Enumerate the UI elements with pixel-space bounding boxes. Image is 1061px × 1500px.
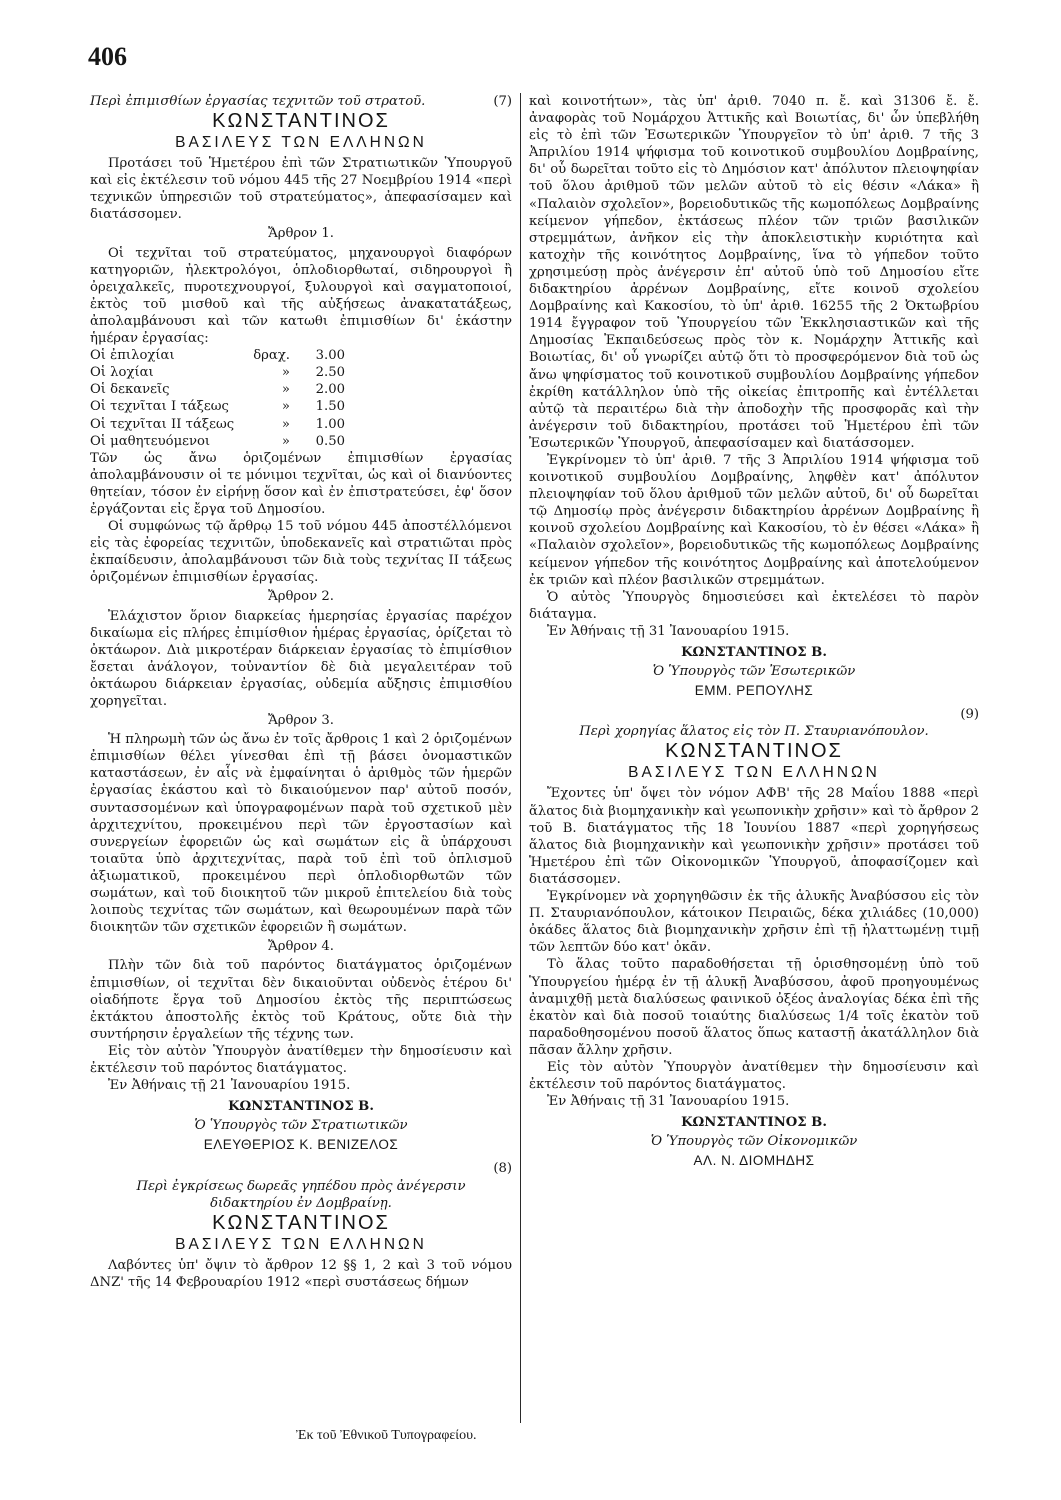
king-name-2: ΚΩΝΣΤΑΝΤΙΝΟΣ [212, 1211, 390, 1234]
wage-rank: Οἱ ἐπιλοχίαι [90, 348, 175, 364]
wage-value: 2.50 [315, 365, 345, 381]
wage-value: 3.00 [315, 348, 345, 364]
article-4-text: Πλὴν τῶν διὰ τοῦ παρόντος διατάγματος ὁριζομένων ἐπιμισθίων, οἱ τεχνῖται δὲν δικαιοῦνται οὐδενὸς ἑτέρου δι' οἱαδήποτε ἔργα τοῦ Δημοσίου ἐκτὸς τῆς περιπτώσεως ἐκτάκτου ἀποστολῆς ἐκτὸς τοῦ Κράτους, οὔτε διὰ τὴν συντήρησιν ἐργαλείων τῆς τέχνης των. [90, 958, 512, 1042]
wage-row [90, 364, 512, 381]
decree-9-king-signature: ΚΩΝΣΤΑΝΤΙΝΟΣ Β. [681, 1115, 827, 1131]
decree-8-preamble-start: Λαβόντες ὑπ' ὄψιν τὸ ἄρθρον 12 §§ 1, 2 καὶ 3 τοῦ νόμου ΔΝΖ' τῆς 14 Φεβρουαρίου 1912 «περὶ συστάσεως δήμων [90, 1257, 512, 1290]
left-column [90, 93, 512, 1291]
wage-rank: Οἱ δεκανεῖς [90, 382, 170, 398]
decree-7-number: (7) [493, 94, 512, 109]
king-name-3: ΚΩΝΣΤΑΝΤΙΝΟΣ [665, 740, 843, 763]
decree-8-execution: Ὁ αὐτὸς Ὑπουργὸς δημοσιεύσει καὶ ἐκτελέσει τὸ παρὸν διάταγμα. [529, 589, 979, 622]
decree-7-title: Περὶ ἐπιμισθίων ἐργασίας τεχνιτῶν τοῦ στρατοῦ. [90, 94, 426, 109]
wage-mark: δραχ. [253, 348, 290, 364]
decree-9-delivery: Τὸ ἅλας τοῦτο παραδοθήσεται τῇ ὁρισθησομένῃ ὑπὸ τοῦ Ὑπουργείου ἡμέρᾳ ἐν τῇ ἁλυκῇ Ἀναβύσσου, ἀφοῦ προηγουμένως ἀναμιχθῇ μετὰ διαλύσεως φαινικοῦ ὀξέος ἀναλογίας δέκα ἐπὶ τῆς ἑκατὸν καὶ διὰ ποσοῦ τοιαύτης διαλύσεως 1/4 τοῖς ἑκατὸν τοῦ παραδοθησομένου ποσοῦ ἅλατος ὅπως καταστῇ ἀκατάλληλον διὰ πᾶσαν ἄλλην χρῆσιν. [529, 957, 979, 1058]
wage-value: 1.50 [315, 399, 345, 415]
wage-mark: » [281, 433, 290, 449]
decree-7-king-signature: ΚΩΝΣΤΑΝΤΙΝΟΣ Β. [228, 1099, 374, 1115]
wage-rank: Οἱ τεχνῖται II τάξεως [90, 416, 235, 432]
decree-8-minister-name: ΕΜΜ. ΡΕΠΟΥΛΗΣ [694, 683, 814, 699]
decree-9-minister-name: ΑΛ. Ν. ΔΙΟΜΗΔΗΣ [693, 1153, 815, 1169]
wage-row [90, 381, 512, 398]
article-1-text: Οἱ τεχνῖται τοῦ στρατεύματος, μηχανουργοὶ διαφόρων κατηγοριῶν, ἠλεκτρολόγοι, ὁπλοδιορθωταί, σιδηρουργοὶ ἢ ὀρειχαλκεῖς, πυροτεχνουργοί, ξυλουργοὶ καὶ σαγματοποιοί, ἐκτὸς τοῦ μισθοῦ καὶ τῆς αὐξήσεως ἀνακατατάξεως, ἀπολαμβάνουσι καὶ τῶν κατωθι ἐπιμισθίων δι' ἑκάστην ἡμέραν ἐργασίας: [90, 245, 512, 347]
wage-value: 2.00 [315, 382, 345, 398]
king-name: ΚΩΝΣΤΑΝΤΙΝΟΣ [212, 110, 390, 133]
decree-9-minister-title: Ὁ Ὑπουργὸς τῶν Οἰκονομικῶν [650, 1134, 858, 1150]
article-3-heading: Ἄρθρον 3. [268, 713, 334, 729]
decree-9-preamble: Ἔχοντες ὑπ' ὄψει τὸν νόμον ΑΦΒ' τῆς 28 Μαΐου 1888 «περὶ ἅλατος διὰ βιομηχανικὴν καὶ γεωπονικὴν χρῆσιν» καὶ τὸ ἄρθρον 2 τοῦ Β. διατάγματος τῆς 18 Ἰουνίου 1887 «περὶ χορηγήσεως ἅλατος διὰ βιομηχανικὴν καὶ γεωπονικὴν χρῆσιν» προτάσει τοῦ Ἡμετέρου ἐπὶ τῶν Οἰκονομικῶν Ὑπουργοῦ, ἀποφασίζομεν καὶ διατάσσομεν. [529, 786, 979, 887]
decree-7-minister-name: ΕΛΕΥΘΕΡΙΟΣ Κ. ΒΕΝΙΖΕΛΟΣ [203, 1137, 399, 1153]
wage-mark: » [281, 416, 290, 432]
king-title: ΒΑΣΙΛΕΥΣ ΤΩΝ ΕΛΛΗΝΩΝ [175, 134, 427, 152]
decree-9-title: Περὶ χορηγίας ἅλατος εἰς τὸν Π. Σταυριανόπουλον. [579, 724, 929, 740]
article-2-heading: Ἄρθρον 2. [268, 589, 334, 605]
wage-mark: » [281, 365, 290, 381]
page-number: 406 [88, 42, 127, 71]
king-title-3: ΒΑΣΙΛΕΥΣ ΤΩΝ ΕΛΛΗΝΩΝ [628, 764, 880, 782]
decree-8-date: Ἐν Ἀθήναις τῇ 31 Ἰανουαρίου 1915. [547, 623, 790, 639]
wage-value: 1.00 [315, 416, 345, 432]
wage-rank: Οἱ τεχνῖται I τάξεως [90, 399, 229, 415]
decree-9-execution: Εἰς τὸν αὐτὸν Ὑπουργὸν ἀνατίθεμεν τὴν δημοσίευσιν καὶ ἐκτέλεσιν τοῦ παρόντος διατάγματος. [529, 1059, 979, 1093]
decree-9-date: Ἐν Ἀθήναις τῇ 31 Ἰανουαρίου 1915. [547, 1094, 790, 1110]
wage-value: 0.50 [315, 433, 345, 449]
decree-9-number: (9) [960, 707, 979, 723]
decree-8-title-line-2: διδακτηρίου ἐν Δομβραίνῃ. [210, 1195, 392, 1211]
decree-8-preamble-continued: καὶ κοινοτήτων», τὰς ὑπ' ἀριθ. 7040 π. ἔ. καὶ 31306 ἔ. ἔ. ἀναφορὰς τοῦ Νομάρχου Ἀττικῆς καὶ Βοιωτίας, δι' ὧν ὑπεβλήθη εἰς τὸ ἐπὶ τῶν Ἐσωτερικῶν Ὑπουργεῖον τὸ ὑπ' ἀριθ. 7 τῆς 3 Ἀπριλίου 1914 ψήφισμα τοῦ κοινοτικοῦ συμβουλίου Δομβραίνης, δι' οὗ δωρεῖται τοῦτο εἰς τὸ Δημόσιον κατ' ἀπόλυτον πλειοψηφίαν τοῦ ὅλου ἀριθμοῦ τῶν μελῶν αὐτοῦ τὸ εἰς θέσιν «Λάκα» ἢ «Παλαιὸν σχολεῖον», βορειοδυτικῶς τῆς κωμοπόλεως Δομβραίνης κείμενον γήπεδον, ἐκτάσεως πλέον τῶν τριῶν βασιλικῶν στρεμμάτων, ἀνῆκον εἰς τὴν ἀποκλειστικὴν κυριότητα καὶ κατοχὴν τῆς κοινότητος Δομβραίνης, ἵνα τὸ γήπεδον τοῦτο χρησιμεύσῃ πρὸς ἀνέγερσιν ἐπ' αὐτοῦ ὑπὸ τοῦ Δημοσίου εἴτε διδακτηρίου ἀρρένων Δομβραίνης, εἴτε κοινοῦ σχολείου Δομβραίνης καὶ Κακοσίου, τὸ ὑπ' ἀριθ. 16255 τῆς 2 Ὀκτωβρίου 1914 ἔγγραφον τοῦ Ὑπουργείου τῶν Ἐκκλησιαστικῶν καὶ τῆς Δημοσίας Ἐκπαιδεύσεως πρὸς τὸν κ. Νομάρχην Ἀττικῆς καὶ Βοιωτίας, δι' οὗ γνωρίζει αὐτῷ ὅτι τὸ προσφερόμενον διὰ τοῦ ὡς ἄνω ψηφίσματος τοῦ κοινοτικοῦ συμβουλίου Δομβραίνης γήπεδον ἐκρίθη κατάλληλον ὑπὸ τῆς οἰκείας ἐπιτροπῆς καὶ ἐντέλλεται αὐτῷ τὰ περαιτέρω διὰ τὴν ἀποδοχὴν τῆς προσφορᾶς καὶ τὴν ἀνέγερσιν τοῦ διδακτηρίου, προτάσει τοῦ Ἡμετέρου ἐπὶ τῶν Ἐσωτερικῶν Ὑπουργοῦ, ἀπεφασίσαμεν καὶ διατάσσομεν. [529, 94, 979, 451]
decree-8-minister-title: Ὁ Ὑπουργὸς τῶν Ἐσωτερικῶν [652, 664, 856, 680]
wage-row [90, 347, 512, 364]
article-1-heading: Ἄρθρον 1. [268, 226, 334, 242]
article-1-paragraph-3: Οἱ συμφώνως τῷ ἄρθρῳ 15 τοῦ νόμου 445 ἀποστέλλόμενοι εἰς τὰς ἐφορείας τεχνιτῶν, ὑποδεκανεῖς καὶ στρατιῶται πρὸς ἐκπαίδευσιν, ἀπολαμβάνουσι τῶν διὰ τοὺς τεχνίτας II τάξεως ὁριζομένων ἐπιμισθίων ἐργασίας. [90, 519, 512, 586]
decree-8-approval: Ἐγκρίνομεν τὸ ὑπ' ἀριθ. 7 τῆς 3 Ἀπριλίου 1914 ψήφισμα τοῦ κοινοτικοῦ συμβουλίου Δομβραίνης, ληφθὲν κατ' ἀπόλυτον πλειοψηφίαν τοῦ ὅλου ἀριθμοῦ τῶν μελῶν αὐτοῦ, δι' οὗ δωρεῖται τῷ Δημοσίῳ πρὸς ἀνέγερσιν διδακτηρίου ἀρρένων Δομβραίνης ἢ κοινοῦ σχολείου Δομβραίνης καὶ Κακοσίου, τὸ ἐν θέσει «Λάκα» ἢ «Παλαιὸν σχολεῖον», βορειοδυτικῶς τῆς κωμοπόλεως Δομβραίνης κείμενον γήπεδον τῆς κοινότητος Δομβραίνης καὶ ἀποτελούμενον ἐκ τριῶν καὶ πλέον βασιλικῶν στρεμμάτων. [529, 452, 979, 588]
decree-9-approval: Ἐγκρίνομεν νὰ χορηγηθῶσιν ἐκ τῆς ἁλυκῆς Ἀναβύσσου εἰς τὸν Π. Σταυριανόπουλον, κάτοικον Πειραιῶς, δέκα χιλιάδες (10,000) ὀκάδες ἅλατος διὰ βιομηχανικὴν χρῆσιν ἐπὶ τῇ ἠλαττωμένῃ τιμῇ τῶν λεπτῶν δύο κατ' ὀκᾶν. [529, 889, 979, 956]
decree-7-execution: Εἰς τὸν αὐτὸν Ὑπουργὸν ἀνατίθεμεν τὴν δημοσίευσιν καὶ ἐκτέλεσιν τοῦ παρόντος διατάγματος. [90, 1043, 512, 1076]
decree-8-title-line-1: Περὶ ἐγκρίσεως δωρεᾶς γηπέδου πρὸς ἀνέγερσιν [136, 1178, 466, 1194]
article-2-text: Ἐλάχιστον ὅριον διαρκείας ἡμερησίας ἐργασίας παρέχον δικαίωμα εἰς πλήρες ἐπιμίσθιον ἡμέρας ἐργασίας, ὁρίζεται τὸ ὀκτάωρον. Διὰ μικροτέραν διάρκειαν ἐργασίας τὸ ἐπιμίσθιον ἔσεται ἀνάλογον, τοὐναντίον δὲ διὰ μεγαλειτέραν τοῦ ὀκτάωρου διάρκειαν ἐργασίας, οὐδεμία αὔξησις ἐπιμισθίου χορηγεῖται. [90, 608, 512, 709]
decree-7-date: Ἐν Ἀθήναις τῇ 21 Ἰανουαρίου 1915. [108, 1078, 351, 1094]
wage-table [90, 347, 512, 450]
article-3-text: Ἡ πληρωμὴ τῶν ὡς ἄνω ἐν τοῖς ἄρθροις 1 καὶ 2 ὁριζομένων ἐπιμισθίων θέλει γίνεσθαι ἐπὶ τῇ βάσει ὀνομαστικῶν καταστάσεων, ἐν αἷς νὰ ἐμφαίνηται ὁ ἀριθμὸς τῶν ἡμερῶν ἐργασίας ἑκάστου καὶ τὸ δικαιούμενον παρ' αὐτοῦ ποσόν, συντασσομένων καὶ ὑπογραφομένων παρὰ τοῦ σχετικοῦ μὲν ἀρχιτεχνίτου, προκειμένου περὶ τῶν ἐργοστασίων καὶ συνεργείων ἐφορειῶν ὡς καὶ σωμάτων εἰς ἃ ὑπάρχουσι τοιαῦτα ὑπὸ ἀρχιτεχνίτας, παρὰ τοῦ ἐπὶ τοῦ ὁπλισμοῦ ἀξιωματικοῦ, προκειμένου περὶ ὁπλοδιορθωτῶν τῶν σωμάτων, καὶ τοῦ διοικητοῦ τῶν μικροῦ ἐπιτελείου διὰ τοὺς λοιποὺς τεχνίτας τῶν σωμάτων, καὶ θεωρουμένων παρὰ τῶν διοικητῶν τῶν σχετικῶν ἐφορειῶν ἢ σωμάτων. [90, 732, 512, 936]
decree-7-minister-title: Ὁ Ὑπουργὸς τῶν Στρατιωτικῶν [194, 1118, 408, 1134]
article-1-paragraph-2: Τῶν ὡς ἄνω ὁριζομένων ἐπιμισθίων ἐργασίας ἀπολαμβάνουσιν οἱ τε μόνιμοι τεχνῖται, ὡς καὶ οἱ διανύοντες θητείαν, τόσον ἐν εἰρήνῃ ὅσον καὶ ἐν ἐπιστρατεύσει, ἐφ' ὅσον ἐργάζονται εἰς ἔργα τοῦ Δημοσίου. [90, 450, 512, 517]
decree-8-number: (8) [493, 1161, 512, 1177]
column-divider [520, 93, 521, 1423]
decree-8-king-signature: ΚΩΝΣΤΑΝΤΙΝΟΣ Β. [681, 645, 827, 660]
wage-rank: Οἱ μαθητευόμενοι [90, 433, 211, 449]
right-column [529, 93, 979, 1170]
article-4-heading: Ἄρθρον 4. [268, 939, 334, 955]
wage-rank: Οἱ λοχίαι [90, 365, 154, 381]
wage-row [90, 416, 512, 433]
wage-row [90, 398, 512, 415]
wage-row [90, 433, 512, 450]
printer-imprint: Ἐκ τοῦ Ἐθνικοῦ Τυπογραφείου. [296, 1428, 477, 1443]
king-title-2: ΒΑΣΙΛΕΥΣ ΤΩΝ ΕΛΛΗΝΩΝ [175, 1235, 427, 1253]
decree-7-heading [90, 93, 512, 110]
decree-7-preamble: Προτάσει τοῦ Ἡμετέρου ἐπὶ τῶν Στρατιωτικῶν Ὑπουργοῦ καὶ εἰς ἐκτέλεσιν τοῦ νόμου 445 τῆς 27 Νοεμβρίου 1914 «περὶ τεχνικῶν ὑπηρεσιῶν τοῦ στρατεύματος», ἀπεφασίσαμεν καὶ διατάσσομεν. [90, 156, 512, 223]
wage-mark: » [281, 399, 290, 415]
wage-mark: » [281, 382, 290, 398]
